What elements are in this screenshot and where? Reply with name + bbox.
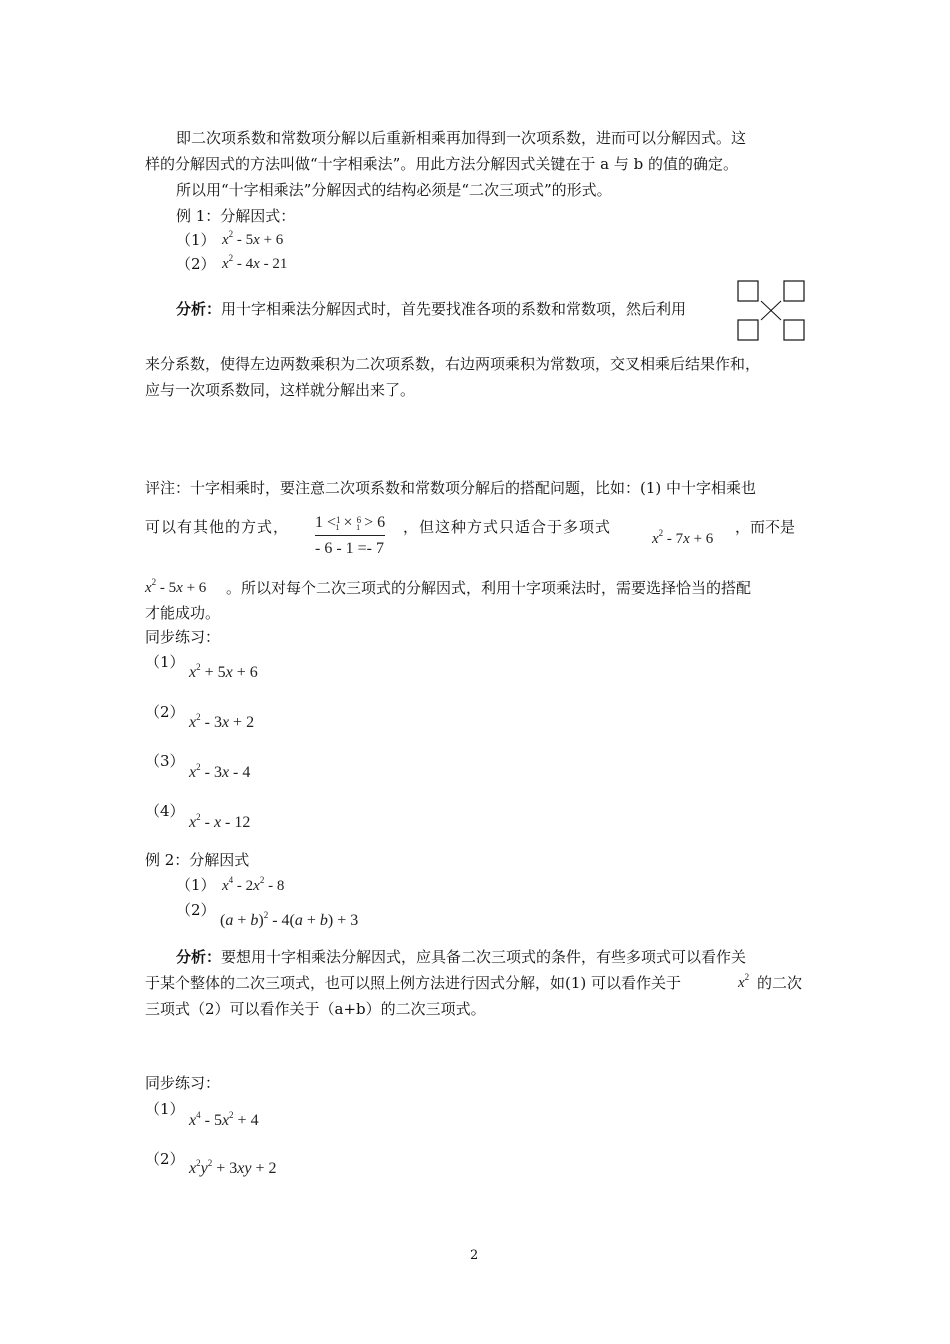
page-number: 2 <box>470 1248 479 1263</box>
practice2-item-2-expr: $x^2y^2 + 3xy + 2$ <box>189 1158 277 1177</box>
analysis2-line-1 <box>176 946 746 967</box>
comment-poly-1: $x^2 - 7x + 6$ <box>652 528 714 547</box>
practice1-item-3-expr: $x^2 - 3x - 4$ <box>189 762 251 781</box>
comment-cross-expression: 1 <$^1$1 × $^6$1 > 6 - 6 - 1 =- 7 <box>315 514 386 557</box>
analysis2-line-3: 三项式（2）可以看作关于（a+b）的二次三项式。 <box>145 1000 486 1018</box>
analysis1-text: 用十字相乘法分解因式时，首先要找准各项的系数和常数项，然后利用 <box>221 300 687 318</box>
comment-line-2b: ，但这种方式只适合于多项式 <box>403 518 612 536</box>
practice2-title: 同步练习： <box>145 1074 221 1092</box>
cross-multiplication-diagram <box>737 280 807 342</box>
intro-line-1: 即二次项系数和常数项分解以后重新相乘再加得到一次项系数，进而可以分解因式。这 <box>176 129 747 147</box>
comment-poly-2: $x^2 - 5x + 6$ <box>145 577 207 596</box>
comment-line-4: 才能成功。 <box>145 604 221 622</box>
intro-line-3: 所以用“十字相乘法”分解因式的结构必须是“二次三项式”的形式。 <box>176 181 612 199</box>
practice2-item-1-label: （1） <box>145 1100 185 1118</box>
example2-item-1-label: （1） <box>176 876 216 894</box>
practice1-item-1-label: （1） <box>145 653 185 671</box>
analysis1-bold-label: 分析： <box>176 300 222 318</box>
example2-item-2-label: （2） <box>176 901 216 919</box>
practice2-item-1-expr: $x^4 - 5x^2 + 4$ <box>189 1110 259 1129</box>
example1-item-2-expr: $x^2 - 4x - 21$ <box>222 253 288 272</box>
comment-line-1: 评注：十字相乘时，要注意二次项系数和常数项分解后的搭配问题，比如：(1) 中十字相乘也 <box>145 479 757 497</box>
practice1-title: 同步练习： <box>145 628 221 646</box>
practice1-item-4-label: （4） <box>145 802 185 820</box>
analysis2-bold-label: 分析： <box>176 948 222 966</box>
example2-title: 例 2：分解因式 <box>145 851 250 869</box>
example1-item-1-expr: $x^2 - 5x + 6$ <box>222 229 284 248</box>
example2-item-1-expr: $x^4 - 2x^2 - 8$ <box>222 875 285 894</box>
practice1-item-1-expr: $x^2 + 5x + 6$ <box>189 662 258 681</box>
practice1-item-2-label: （2） <box>145 703 185 721</box>
example1-item-2-label: （2） <box>176 255 216 273</box>
example1-title: 例 1：分解因式： <box>176 207 296 225</box>
example1-item-1-label: （1） <box>176 231 216 249</box>
practice1-item-3-label: （3） <box>145 752 185 770</box>
comment-line-2c: ，而不是 <box>735 518 796 536</box>
example2-item-2-expr: $(a + b)^2 - 4(a + b) + 3$ <box>220 910 359 929</box>
analysis1-line-2: 来分系数，使得左边两数乘积为二次项系数，右边两项乘积为常数项，交叉相乘后结果作和， <box>145 355 761 373</box>
comment-line-3: 。所以对每个二次三项式的分解因式，利用十字项乘法时，需要选择恰当的搭配 <box>226 579 752 597</box>
practice1-item-2-expr: $x^2 - 3x + 2$ <box>189 712 255 731</box>
analysis2-text-1: 要想用十字相乘法分解因式，应具备二次三项式的条件，有些多项式可以看作关 <box>221 948 747 966</box>
analysis1-line-1 <box>176 298 686 319</box>
analysis2-inline-x2: $x^2$ <box>738 972 750 991</box>
analysis2-line-2a: 于某个整体的二次三项式，也可以照上例方法进行因式分解，如(1) 可以看作关于 <box>145 974 682 992</box>
intro-line-2: 样的分解因式的方法叫做“十字相乘法”。用此方法分解因式关键在于 a 与 b 的值的确定。 <box>145 155 738 173</box>
practice1-item-4-expr: $x^2$ - x - 12 <box>189 812 251 831</box>
analysis2-line-2b: 的二次 <box>757 974 803 992</box>
analysis1-line-3: 应与一次项系数同，这样就分解出来了。 <box>145 381 416 399</box>
comment-line-2a: 可以有其他的方式， <box>145 518 290 536</box>
practice2-item-2-label: （2） <box>145 1150 185 1168</box>
